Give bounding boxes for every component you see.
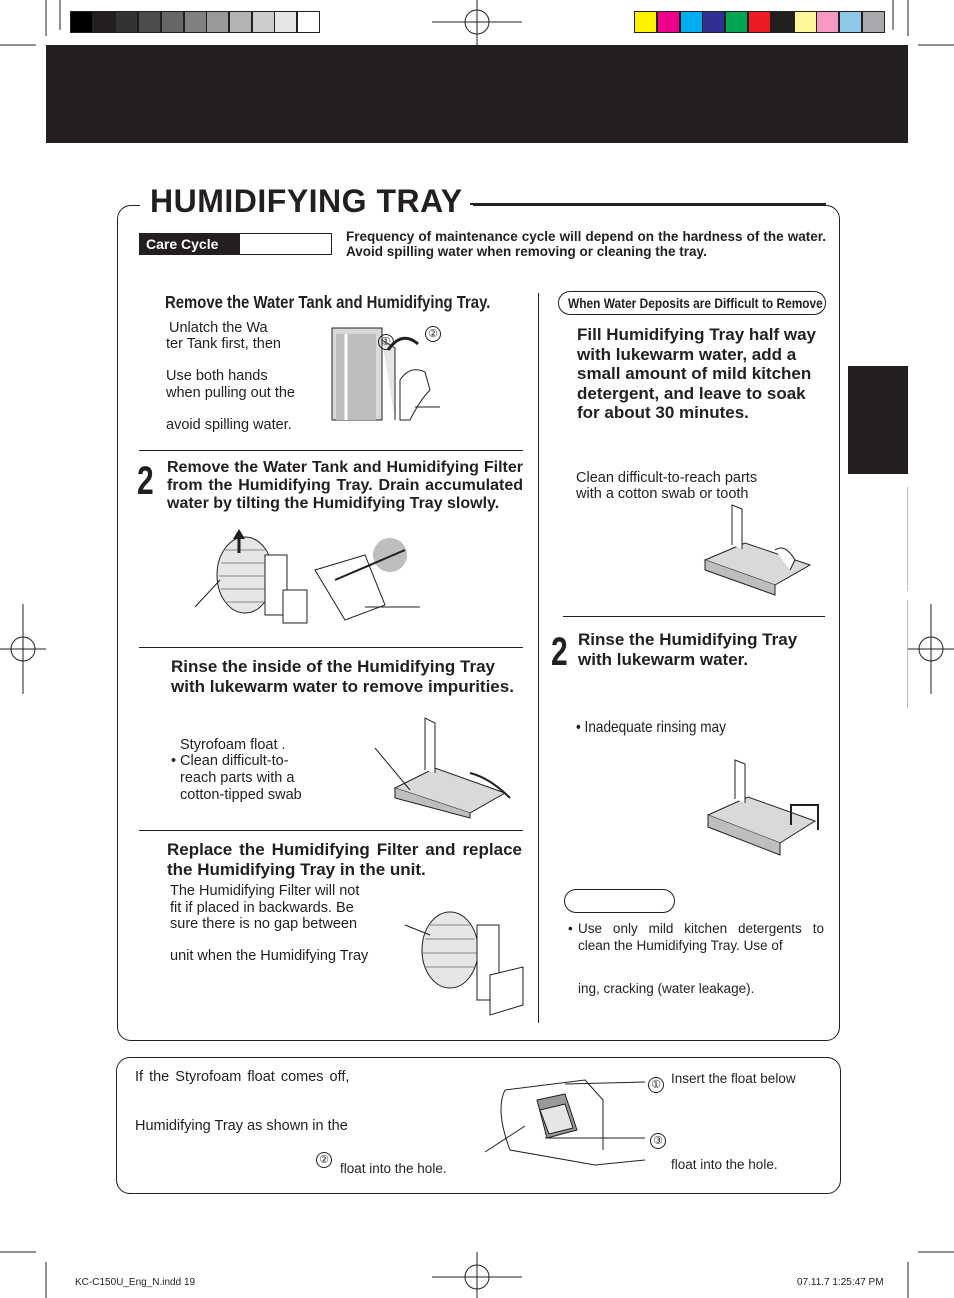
step2-number: 2 (137, 459, 154, 503)
right-step2-note: • Inadequate rinsing may (576, 719, 726, 736)
frequency-note: Frequency of maintenance cycle will depend on the hardness of the water. Avoid spilling water when removing or cleaning the tray. (346, 229, 826, 259)
step-separator (139, 450, 523, 451)
replace-note: fit if placed in backwards. Be (170, 900, 354, 916)
right-step1-note: Clean difficult-to-reach parts (576, 470, 758, 486)
difficult-deposits-badge: When Water Deposits are Difficult to Remove (558, 291, 826, 315)
tray-rinse-illustration (375, 718, 525, 813)
filter-replace-illustration (405, 905, 530, 1025)
bottom-note-line: float into the hole. (340, 1161, 447, 1176)
tray-rinse-right-illustration (703, 755, 828, 865)
tray-soak-illustration (700, 505, 820, 605)
callout-three: ③ (650, 1131, 666, 1149)
bottom-note-line: Humidifying Tray as shown in the (135, 1118, 348, 1134)
replace-note: The Humidifying Filter will not (170, 883, 360, 899)
rinse-note: Styrofoam float . (180, 737, 286, 753)
side-divider (907, 487, 908, 591)
step-separator (139, 647, 523, 648)
step-separator (563, 616, 825, 617)
step-separator (139, 830, 523, 831)
step1-text-line: Use both hands (166, 368, 268, 384)
side-section-tab (848, 366, 908, 474)
replace-text: Replace the Humidifying Filter and replace the Humidifying Tray in the unit. (167, 840, 522, 879)
step1-text-line: avoid spilling water. (166, 417, 292, 433)
right-step1-note: with a cotton swab or tooth (576, 486, 749, 502)
rinse-bullet: • (171, 753, 177, 769)
replace-note: sure there is no gap between (170, 916, 358, 932)
footer-timestamp: 07.11.7 1:25:47 PM (797, 1277, 884, 1288)
step1-text-line: ter Tank first, then (166, 336, 281, 352)
callout-two: ② (316, 1150, 332, 1168)
callout-one: ① (378, 332, 394, 350)
callout-two: ② (425, 324, 441, 342)
rinse-note: reach parts with a (180, 770, 295, 786)
rinse-text: Rinse the inside of the Humidifying Tray with lukewarm water to remove impurities. (171, 657, 514, 696)
step1-text-line: Unlatch the Wa (169, 320, 268, 336)
side-divider (907, 600, 908, 708)
right-step2-text: Rinse the Humidifying Tray with lukewarm water. (578, 630, 798, 669)
step2-text: Remove the Water Tank and Humidifying Filter from the Humidifying Tray. Drain accumulated water by tilting the Humidifying Tray slowly. (167, 459, 523, 512)
title-rule (470, 203, 826, 205)
header-bar (46, 45, 908, 143)
left-heading: Remove the Water Tank and Humidifying Tray. (165, 292, 491, 312)
step1-text-line: when pulling out the (166, 385, 295, 401)
care-cycle-label: Care Cycle (139, 233, 240, 255)
right-step1-text: Fill Humidifying Tray half way with lukewarm water, add a small amount of mild kitchen detergent, and leave to soak for about 30 minutes. (577, 325, 816, 422)
caution-tail: ing, cracking (water leakage). (578, 981, 755, 996)
caution-bullet: • (568, 921, 573, 936)
bottom-note-right: float into the hole. (671, 1157, 778, 1172)
replace-note: unit when the Humidifying Tray (170, 948, 369, 964)
footer-filename: KC-C150U_Eng_N.indd 19 (75, 1277, 196, 1288)
column-divider (538, 293, 539, 1023)
caution-text: Use only mild kitchen detergents to clean the Humidifying Tray. Use of (578, 921, 824, 953)
rinse-note: Clean difficult-to- (180, 753, 289, 769)
callout-one: ① (648, 1075, 664, 1093)
right-step2-number: 2 (551, 630, 568, 674)
filter-removal-illustration (195, 535, 425, 630)
section-title: HUMIDIFYING TRAY (140, 183, 473, 220)
bottom-note-right: Insert the float below (671, 1071, 796, 1086)
float-insert-illustration (485, 1070, 645, 1165)
caution-badge (564, 889, 675, 913)
bottom-note-line: If the Styrofoam float comes off, (135, 1069, 350, 1085)
rinse-note: cotton-tipped swab (180, 787, 302, 803)
